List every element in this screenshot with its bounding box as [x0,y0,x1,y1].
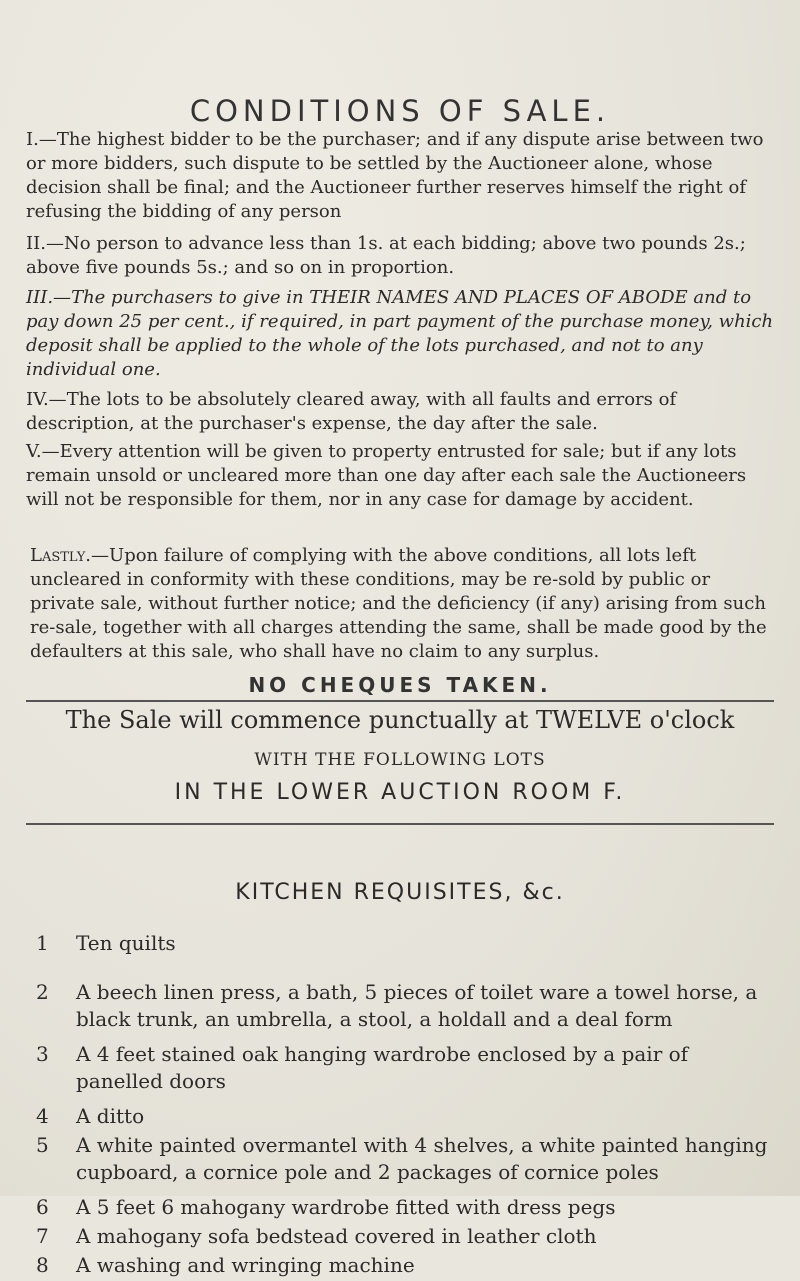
lot-item [36,1041,776,1095]
lot-item [36,979,776,1033]
lot-list [36,930,776,1281]
condition-3 [26,286,774,382]
lot-description: A 5 feet 6 mahogany wardrobe fitted with dress pegs [76,1195,616,1219]
lot-item [36,1194,776,1221]
condition-number: II.— [26,233,64,254]
condition-text: The highest bidder to be the purchaser; and if any dispute arise between two or more bidders, such dispute to be settled by the Auctioneer alone, whose decision shall be final; and the Auctioneer further reserves himself the right of refusing the bidding of any person [26,129,764,222]
page-title: CONDITIONS OF SALE. [189,94,611,128]
sale-lots-line: WITH THE FOLLOWING LOTS [254,750,546,770]
sale-room-line: IN THE LOWER AUCTION ROOM F. [174,780,626,805]
condition-number: III.— [26,287,72,308]
condition-number: IV.— [26,389,67,410]
lot-number: 6 [36,1195,49,1219]
condition-lastly [30,544,778,664]
no-cheques-notice: NO CHEQUES TAKEN. [248,673,552,697]
condition-number: V.— [26,441,60,462]
lot-number: 4 [36,1104,49,1128]
lot-number: 5 [36,1133,49,1157]
lot-item [36,1223,776,1250]
lot-item [36,930,776,957]
lot-number: 3 [36,1042,49,1066]
lot-number: 2 [36,980,49,1004]
sale-time-line: The Sale will commence punctually at TWELVE o'clock [65,706,735,734]
lot-description: A 4 feet stained oak hanging wardrobe enclosed by a pair of panelled doors [76,1042,689,1093]
lot-description: Ten quilts [76,931,176,955]
lot-description: A white painted overmantel with 4 shelves, a white painted hanging cupboard, a cornice pole and 2 packages of cornice poles [76,1133,768,1184]
condition-number: Lastly.— [30,545,110,566]
condition-number: I.— [26,129,57,150]
lot-description: A washing and wringing machine [76,1253,415,1277]
lot-description: A beech linen press, a bath, 5 pieces of toilet ware a towel horse, a black trunk, an umbrella, a stool, a holdall and a deal form [76,980,758,1031]
condition-text: Upon failure of complying with the above conditions, all lots left uncleared in conformity with these conditions, may be re-sold by public or private sale, without further notice; and the deficiency (if any) arising from such re-sale, together with all charges attending the same, shall be made good by the defaulters at this sale, who shall have no claim to any surplus. [30,545,767,662]
lot-item [36,1132,776,1186]
lot-item [36,1252,776,1279]
condition-text: No person to advance less than 1s. at each bidding; above two pounds 2s.; above five pounds 5s.; and so on in proportion. [26,233,746,278]
divider [26,823,774,825]
section-title: KITCHEN REQUISITES, &c. [235,880,565,905]
condition-4 [26,388,774,436]
condition-1 [26,128,774,224]
condition-2 [26,232,774,280]
condition-text: Every attention will be given to property entrusted for sale; but if any lots remain unsold or uncleared more than one day after each sale the Auctioneers will not be responsible for them, nor in any case for damage by accident. [26,441,747,510]
lot-number: 8 [36,1253,49,1277]
lot-number: 7 [36,1224,49,1248]
condition-text: The lots to be absolutely cleared away, with all faults and errors of description, at the purchaser's expense, the day after the sale. [26,389,677,434]
divider [26,700,774,702]
lot-description: A ditto [76,1104,145,1128]
lot-number: 1 [36,931,49,955]
lot-description: A mahogany sofa bedstead covered in leather cloth [76,1224,597,1248]
condition-text: The purchasers to give in THEIR NAMES AND PLACES OF ABODE and to pay down 25 per cent., if required, in part payment of the purchase money, which deposit shall be applied to the whole of the lots purchased, and not to any individual one. [26,287,774,380]
lot-item [36,1103,776,1130]
condition-5 [26,440,774,512]
